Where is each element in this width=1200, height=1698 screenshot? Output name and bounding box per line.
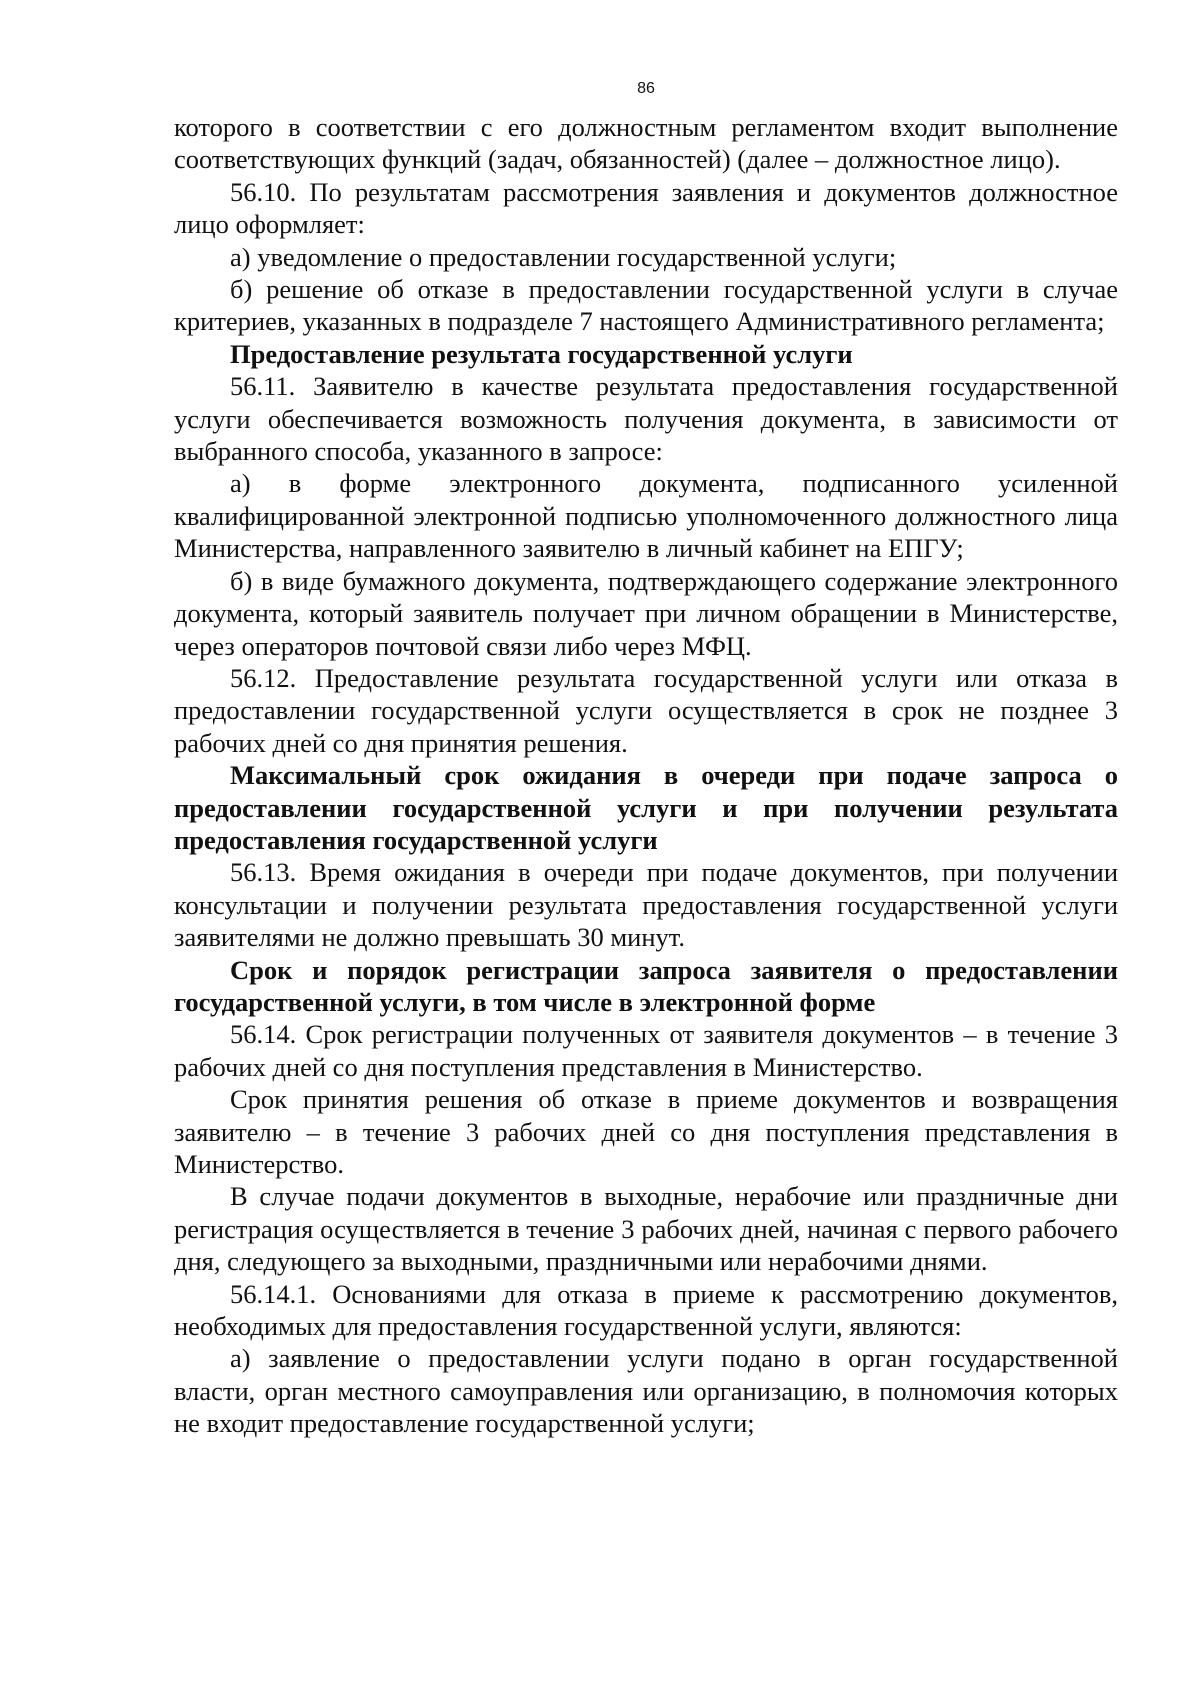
paragraph-item-b-refusal: б) решение об отказе в предоставлении государственной услуги в случае критериев, указанных в подразделе 7 настоящего Административного регламента; [174,274,1118,337]
paragraph-item-a-notice: а) уведомление о предоставлении государственной услуги; [230,241,897,272]
paragraph-item-a-electronic: а) в форме электронного документа, подписанного усиленной квалифицированной электронной подписью уполномоченного должностного лица Министерства, направленного заявителю в личный кабинет на ЕПГУ; [174,468,1118,564]
paragraph-holiday-registration: В случае подачи документов в выходные, нерабочие или праздничные дни регистрация осуществляется в течение 3 рабочих дней, начиная с первого рабочего дня, следующего за выходными, праздничными или нерабочими днями. [174,1181,1118,1277]
section-heading-result: Предоставление результата государственной услуги [230,338,853,369]
paragraph-refusal-term: Срок принятия решения об отказе в приеме документов и возвращения заявителю – в течение 3 рабочих дней со дня поступления представления в Министерство. [174,1084,1118,1179]
paragraph-continuation: которого в соответствии с его должностным регламентом входит выполнение соответствующих функций (задач, обязанностей) (далее – должностное лицо). [174,112,1118,175]
section-heading-queue: Максимальный срок ожидания в очереди при подаче запроса о предоставлении государственной услуги и при получении результата предоставления государственной услуги [174,760,1118,855]
paragraph-56-12: 56.12. Предоставление результата государственной услуги или отказа в предоставлении государственной услуги осуществляется в срок не позднее 3 рабочих дней со дня принятия решения. [174,662,1118,758]
paragraph-56-14-1: 56.14.1. Основаниями для отказа в приеме к рассмотрению документов, необходимых для предоставления государственной услуги, являются: [174,1278,1118,1342]
paragraph-item-a-wrong-authority: а) заявление о предоставлении услуги подано в орган государственной власти, орган местного самоуправления или организацию, в полномочия которых не входит предоставление государственной услуги; [174,1343,1118,1439]
section-heading-registration: Срок и порядок регистрации запроса заявителя о предоставлении государственной услуги, в том числе в электронной форме [174,954,1118,1017]
paragraph-56-13: 56.13. Время ожидания в очереди при подаче документов, при получении консультации и получении результата предоставления государственной услуги заявителями не должно превышать 30 минут. [174,857,1118,953]
page-number: 86 [637,80,655,97]
paragraph-56-14: 56.14. Срок регистрации полученных от заявителя документов – в течение 3 рабочих дней со дня поступления представления в Министерство. [174,1019,1118,1082]
paragraph-56-11: 56.11. Заявителю в качестве результата предоставления государственной услуги обеспечивается возможность получения документа, в зависимости от выбранного способа, указанного в запросе: [174,371,1118,467]
paragraph-item-b-paper: б) в виде бумажного документа, подтверждающего содержание электронного документа, который заявитель получает при личном обращении в Министерстве, через операторов почтовой связи либо через МФЦ. [174,565,1118,661]
paragraph-56-10: 56.10. По результатам рассмотрения заявления и документов должностное лицо оформляет: [174,176,1118,240]
